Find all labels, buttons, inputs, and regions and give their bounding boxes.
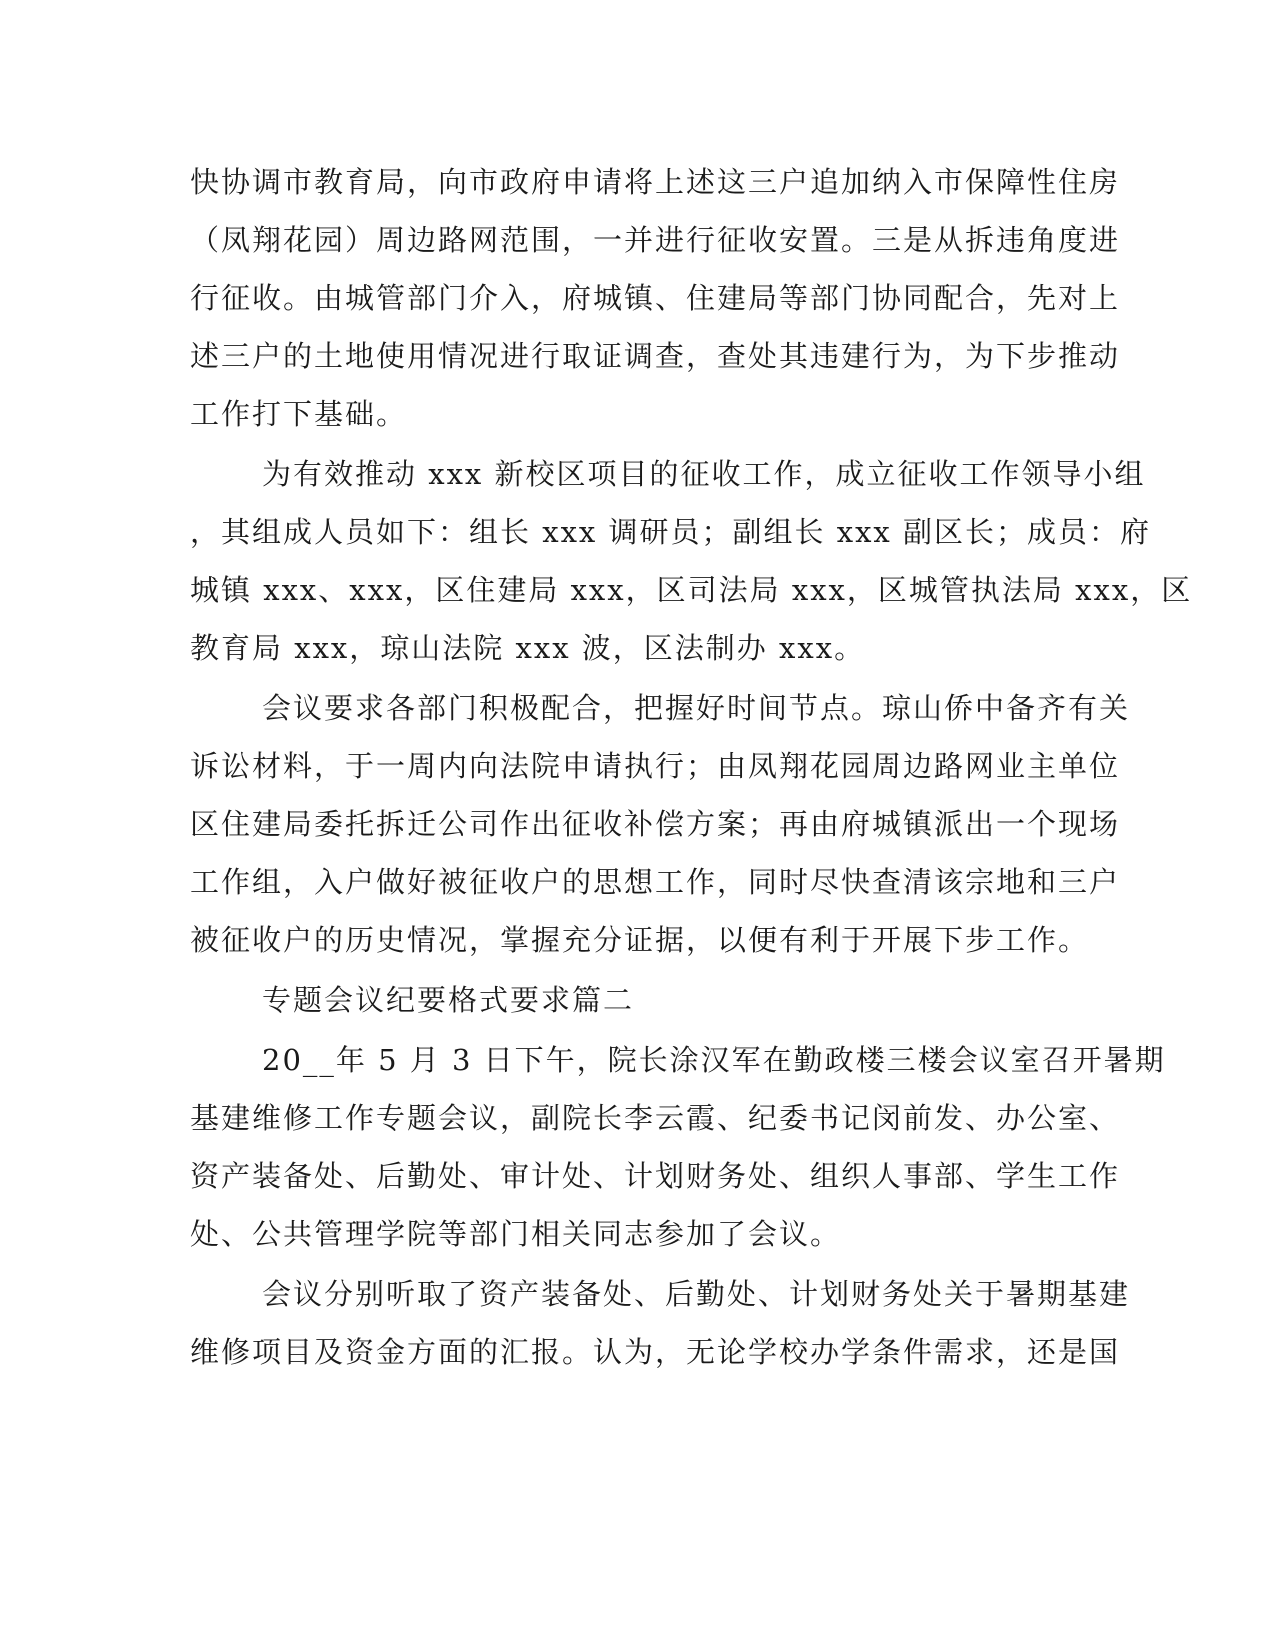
text-line: 维修项目及资金方面的汇报。认为，无论学校办学条件需求，还是国 xyxy=(190,1335,1121,1369)
text-line: 资产装备处、后勤处、审计处、计划财务处、组织人事部、学生工作 xyxy=(190,1159,1121,1193)
text-line: 处、公共管理学院等部门相关同志参加了会议。 xyxy=(190,1217,842,1251)
text-line: 区住建局委托拆迁公司作出征收补偿方案；再由府城镇派出一个现场 xyxy=(190,807,1121,841)
text-line: 会议分别听取了资产装备处、后勤处、计划财务处关于暑期基建 xyxy=(262,1277,1131,1311)
text-line: 会议要求各部门积极配合，把握好时间节点。琼山侨中备齐有关 xyxy=(262,691,1131,725)
text-line: 20__年 5 月 3 日下午，院长涂汉军在勤政楼三楼会议室召开暑期 xyxy=(262,1043,1166,1077)
text-line: 被征收户的历史情况，掌握充分证据，以便有利于开展下步工作。 xyxy=(190,923,1090,957)
section-heading: 专题会议纪要格式要求篇二 xyxy=(262,983,635,1017)
text-line: 快协调市教育局，向市政府申请将上述这三户追加纳入市保障性住房 xyxy=(190,165,1121,199)
text-line: 为有效推动 xxx 新校区项目的征收工作，成立征收工作领导小组 xyxy=(262,457,1146,491)
text-line: 基建维修工作专题会议，副院长李云霞、纪委书记闵前发、办公室、 xyxy=(190,1101,1121,1135)
text-line: ，其组成人员如下：组长 xxx 调研员；副组长 xxx 副区长；成员：府 xyxy=(190,515,1152,549)
text-line: 工作打下基础。 xyxy=(190,397,408,431)
text-line: 行征收。由城管部门介入，府城镇、住建局等部门协同配合，先对上 xyxy=(190,281,1121,315)
text-line: 述三户的土地使用情况进行取证调查，查处其违建行为，为下步推动 xyxy=(190,339,1121,373)
text-line: 诉讼材料，于一周内向法院申请执行；由凤翔花园周边路网业主单位 xyxy=(190,749,1121,783)
text-line: （凤翔花园）周边路网范围，一并进行征收安置。三是从拆违角度进 xyxy=(190,223,1121,257)
text-line: 工作组，入户做好被征收户的思想工作，同时尽快查清该宗地和三户 xyxy=(190,865,1121,899)
text-line: 城镇 xxx、xxx，区住建局 xxx，区司法局 xxx，区城管执法局 xxx，区 xyxy=(190,573,1193,607)
text-line: 教育局 xxx，琼山法院 xxx 波，区法制办 xxx。 xyxy=(190,631,866,665)
